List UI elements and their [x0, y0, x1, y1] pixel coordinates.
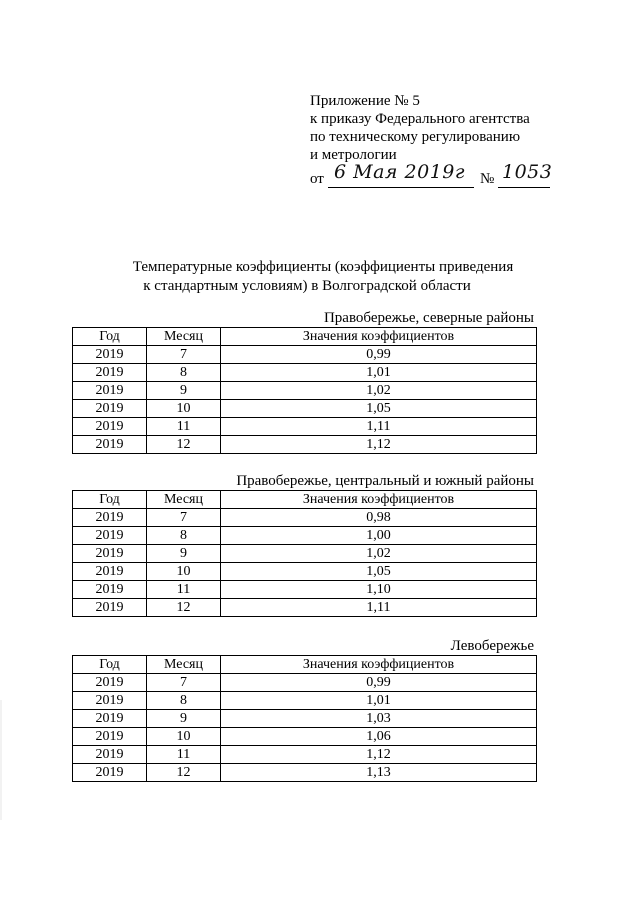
- table-row: [73, 509, 537, 527]
- cell-year: 2019: [73, 728, 147, 746]
- cell-value: 0,99: [221, 346, 537, 364]
- cell-value: 1,05: [221, 400, 537, 418]
- column-header-month: Месяц: [147, 491, 221, 509]
- cell-value: 1,13: [221, 764, 537, 782]
- cell-month: 11: [147, 418, 221, 436]
- table-header-row: [73, 656, 537, 674]
- column-header-value: Значения коэффициентов: [221, 328, 537, 346]
- coefficients-table-central-south: [72, 490, 537, 617]
- cell-value: 1,12: [221, 746, 537, 764]
- cell-month: 8: [147, 692, 221, 710]
- cell-year: 2019: [73, 692, 147, 710]
- column-header-year: Год: [73, 656, 147, 674]
- cell-year: 2019: [73, 581, 147, 599]
- cell-year: 2019: [73, 599, 147, 617]
- cell-month: 8: [147, 527, 221, 545]
- cell-value: 1,11: [221, 418, 537, 436]
- table-row: [73, 346, 537, 364]
- cell-value: 0,99: [221, 674, 537, 692]
- order-reference-line-2: по техническому регулированию: [310, 129, 521, 145]
- cell-year: 2019: [73, 674, 147, 692]
- cell-month: 9: [147, 545, 221, 563]
- cell-month: 12: [147, 599, 221, 617]
- table-header-row: [73, 491, 537, 509]
- cell-value: 1,03: [221, 710, 537, 728]
- number-underline: [498, 187, 550, 188]
- cell-month: 12: [147, 764, 221, 782]
- cell-month: 10: [147, 400, 221, 418]
- date-prefix: от: [310, 171, 324, 187]
- cell-value: 1,00: [221, 527, 537, 545]
- table-row: [73, 692, 537, 710]
- cell-value: 1,10: [221, 581, 537, 599]
- table-row: [73, 563, 537, 581]
- cell-month: 9: [147, 382, 221, 400]
- cell-month: 9: [147, 710, 221, 728]
- cell-year: 2019: [73, 418, 147, 436]
- order-reference-line-1: к приказу Федерального агентства: [310, 111, 530, 127]
- table-row: [73, 764, 537, 782]
- cell-month: 11: [147, 581, 221, 599]
- section-caption-left-bank: Левобережье: [450, 638, 534, 654]
- document-title: [0, 258, 640, 296]
- column-header-value: Значения коэффициентов: [221, 656, 537, 674]
- column-header-month: Месяц: [147, 656, 221, 674]
- table-row: [73, 364, 537, 382]
- cell-year: 2019: [73, 527, 147, 545]
- table-header-row: [73, 328, 537, 346]
- appendix-header: [310, 92, 553, 190]
- table-row: [73, 418, 537, 436]
- cell-value: 0,98: [221, 509, 537, 527]
- order-date-line: [310, 161, 553, 190]
- cell-year: 2019: [73, 545, 147, 563]
- cell-year: 2019: [73, 509, 147, 527]
- table-row: [73, 527, 537, 545]
- title-line-2: к стандартным условиям) в Волгоградской области: [143, 278, 471, 294]
- cell-month: 7: [147, 346, 221, 364]
- handwritten-date: 6 Мая 2019г: [334, 161, 465, 183]
- cell-value: 1,12: [221, 436, 537, 454]
- cell-month: 12: [147, 436, 221, 454]
- cell-year: 2019: [73, 400, 147, 418]
- table-row: [73, 400, 537, 418]
- table-row: [73, 581, 537, 599]
- cell-month: 10: [147, 563, 221, 581]
- table-row: [73, 746, 537, 764]
- cell-month: 11: [147, 746, 221, 764]
- cell-value: 1,05: [221, 563, 537, 581]
- cell-value: 1,01: [221, 364, 537, 382]
- title-line-1: Температурные коэффициенты (коэффициенты приведения: [132, 259, 514, 275]
- table-row: [73, 728, 537, 746]
- appendix-number: Приложение № 5: [310, 93, 420, 109]
- cell-value: 1,02: [221, 545, 537, 563]
- coefficients-table-left-bank: [72, 655, 537, 782]
- table-row: [73, 382, 537, 400]
- cell-month: 7: [147, 509, 221, 527]
- table-row: [73, 599, 537, 617]
- number-prefix: №: [480, 171, 495, 187]
- cell-month: 8: [147, 364, 221, 382]
- cell-year: 2019: [73, 346, 147, 364]
- coefficients-table-north: [72, 327, 537, 454]
- cell-year: 2019: [73, 710, 147, 728]
- table-row: [73, 710, 537, 728]
- column-header-value: Значения коэффициентов: [221, 491, 537, 509]
- column-header-year: Год: [73, 491, 147, 509]
- cell-year: 2019: [73, 364, 147, 382]
- cell-year: 2019: [73, 764, 147, 782]
- column-header-year: Год: [73, 328, 147, 346]
- date-underline: [328, 187, 474, 188]
- section-caption-north: Правобережье, северные районы: [323, 310, 534, 326]
- scan-edge-mark: [0, 700, 2, 820]
- cell-value: 1,01: [221, 692, 537, 710]
- cell-month: 7: [147, 674, 221, 692]
- handwritten-order-number: 1053: [502, 161, 553, 183]
- table-row: [73, 545, 537, 563]
- cell-year: 2019: [73, 436, 147, 454]
- cell-value: 1,02: [221, 382, 537, 400]
- column-header-month: Месяц: [147, 328, 221, 346]
- cell-year: 2019: [73, 382, 147, 400]
- table-row: [73, 436, 537, 454]
- section-caption-central-south: Правобережье, центральный и южный районы: [236, 473, 534, 489]
- order-reference-line-3: и метрологии: [310, 147, 397, 163]
- cell-year: 2019: [73, 746, 147, 764]
- cell-value: 1,11: [221, 599, 537, 617]
- cell-year: 2019: [73, 563, 147, 581]
- cell-value: 1,06: [221, 728, 537, 746]
- cell-month: 10: [147, 728, 221, 746]
- table-row: [73, 674, 537, 692]
